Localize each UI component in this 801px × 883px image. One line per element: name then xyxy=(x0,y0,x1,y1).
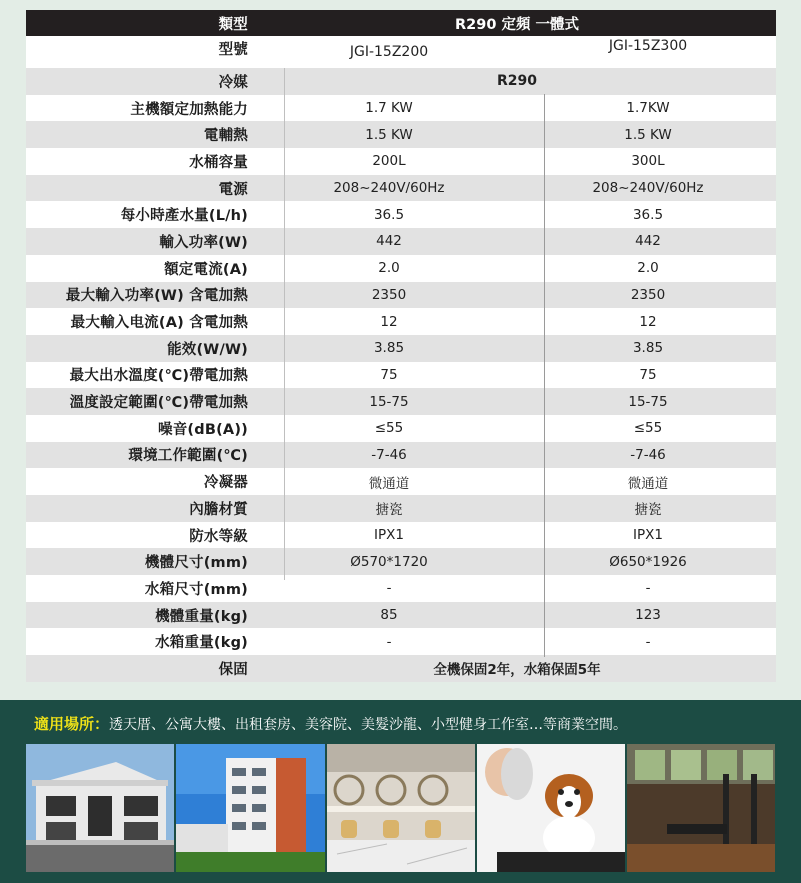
value-c2: 15-75 xyxy=(628,393,668,410)
refrigerant-value: R290 xyxy=(496,73,537,90)
spec-row xyxy=(26,121,776,148)
spec-row xyxy=(26,442,776,469)
value-c1: 75 xyxy=(380,366,398,383)
value-c2: 2.0 xyxy=(637,260,659,277)
gym-photo xyxy=(627,744,775,872)
value-c2: 搪瓷 xyxy=(634,502,662,519)
spec-row xyxy=(26,468,776,495)
row-label: 內膽材質 xyxy=(189,501,248,518)
table-header-row xyxy=(26,10,776,36)
spec-row xyxy=(26,148,776,175)
house-photo xyxy=(26,744,174,872)
row-label: 每小時產水量(L/h) xyxy=(120,208,248,225)
row-label: 機體重量(kg) xyxy=(155,608,248,625)
salon-photo xyxy=(327,744,475,872)
banner-description: 透天厝、公寓大樓、出租套房、美容院、美髮沙龍、小型健身工作室…等商業空間。 xyxy=(109,717,628,733)
row-label: 最大輸入电流(A) 含電加熱 xyxy=(70,315,248,332)
spec-row xyxy=(26,175,776,202)
value-c2: 208~240V/60Hz xyxy=(592,180,704,197)
spec-row xyxy=(26,628,776,655)
value-c1: 12 xyxy=(380,313,398,330)
value-c2: -7-46 xyxy=(630,446,666,463)
spec-row xyxy=(26,495,776,522)
row-label: 型號 xyxy=(218,42,248,58)
row-label: 水桶容量 xyxy=(189,154,248,171)
spec-row xyxy=(26,362,776,389)
spec-table xyxy=(26,10,776,682)
row-label: 溫度設定範圍(℃)帶電加熱 xyxy=(69,395,248,412)
row-label: 最大輸入功率(W) 含電加熱 xyxy=(65,288,248,305)
value-c2: Ø650*1926 xyxy=(609,553,687,570)
value-c1: 15-75 xyxy=(369,393,409,410)
spec-row xyxy=(26,388,776,415)
value-c2: 36.5 xyxy=(632,206,664,223)
row-label: 類型 xyxy=(218,16,248,33)
model-row xyxy=(26,36,776,68)
column-divider xyxy=(544,94,545,657)
row-label: 冷媒 xyxy=(218,74,248,91)
spec-row xyxy=(26,95,776,122)
value-c2: 微通道 xyxy=(627,475,669,492)
banner-text xyxy=(34,713,627,734)
row-label: 電源 xyxy=(218,181,248,198)
value-c1: - xyxy=(386,580,392,597)
row-label: 機體尺寸(mm) xyxy=(144,555,248,572)
warranty-value: 全機保固2年，水箱保固5年 xyxy=(433,662,601,679)
row-label: 噪音(dB(A)) xyxy=(158,421,248,438)
row-label: 環境工作範圍(℃) xyxy=(128,448,248,465)
spec-row xyxy=(26,308,776,335)
value-c1: 微通道 xyxy=(368,475,410,492)
spec-row xyxy=(26,201,776,228)
value-c1: 442 xyxy=(376,233,402,250)
row-label: 保固 xyxy=(218,661,248,678)
value-c2: 75 xyxy=(639,366,657,383)
row-label: 額定電流(A) xyxy=(164,261,248,278)
value-c1: 3.85 xyxy=(373,340,405,357)
spec-row xyxy=(26,282,776,309)
value-c1: -7-46 xyxy=(371,446,407,463)
spec-row xyxy=(26,415,776,442)
value-c2: 2350 xyxy=(630,286,666,303)
value-c2: - xyxy=(645,633,651,650)
applicable-places-banner xyxy=(0,700,801,883)
value-c1: 1.7 KW xyxy=(365,100,413,117)
value-c1: 208~240V/60Hz xyxy=(333,180,445,197)
value-c1: 200L xyxy=(372,153,406,170)
model-c1: JGI-15Z200 xyxy=(349,44,429,60)
value-c1: 搪瓷 xyxy=(375,502,403,519)
spec-row xyxy=(26,335,776,362)
value-c2: 12 xyxy=(639,313,657,330)
spec-row xyxy=(26,255,776,282)
value-c2: 442 xyxy=(635,233,661,250)
value-c1: 2350 xyxy=(371,286,407,303)
value-c1: Ø570*1720 xyxy=(350,553,428,570)
spec-row xyxy=(26,548,776,575)
value-c2: ≤55 xyxy=(633,420,663,437)
value-c1: 36.5 xyxy=(373,206,405,223)
value-c2: - xyxy=(645,580,651,597)
value-c2: 123 xyxy=(635,607,661,624)
apartment-photo xyxy=(176,744,325,872)
value-c1: IPX1 xyxy=(374,527,404,544)
value-c2: 300L xyxy=(631,153,665,170)
row-label: 能效(W/W) xyxy=(167,341,248,358)
value-c1: 2.0 xyxy=(378,260,400,277)
spec-row xyxy=(26,575,776,602)
value-c1: 1.5 KW xyxy=(365,126,413,143)
row-label: 防水等級 xyxy=(189,528,248,545)
value-c2: 1.7KW xyxy=(626,100,670,117)
column-divider xyxy=(284,68,285,580)
row-label: 最大出水溫度(℃)帶電加熱 xyxy=(69,368,248,385)
row-label: 冷凝器 xyxy=(203,475,248,492)
row-label: 水箱尺寸(mm) xyxy=(144,581,248,598)
spec-row xyxy=(26,602,776,629)
row-label: 電輔熱 xyxy=(203,128,248,145)
value-c2: 3.85 xyxy=(632,340,664,357)
warranty-row xyxy=(26,655,776,682)
value-c1: 85 xyxy=(380,607,398,624)
pet-grooming-photo xyxy=(477,744,625,872)
refrigerant-row xyxy=(26,68,776,95)
value-c2: IPX1 xyxy=(633,527,663,544)
value-c1: ≤55 xyxy=(374,420,404,437)
row-label: 水箱重量(kg) xyxy=(155,635,248,652)
spec-row xyxy=(26,522,776,549)
model-c2: JGI-15Z300 xyxy=(608,38,688,54)
row-label: 輸入功率(W) xyxy=(159,234,248,251)
banner-title: 適用場所： xyxy=(34,715,110,733)
value-c2: 1.5 KW xyxy=(624,126,672,143)
spec-row xyxy=(26,228,776,255)
row-label: 主機額定加熱能力 xyxy=(130,101,248,118)
value-c1: - xyxy=(386,633,392,650)
type-value: R290 定頻 一體式 xyxy=(454,16,580,33)
